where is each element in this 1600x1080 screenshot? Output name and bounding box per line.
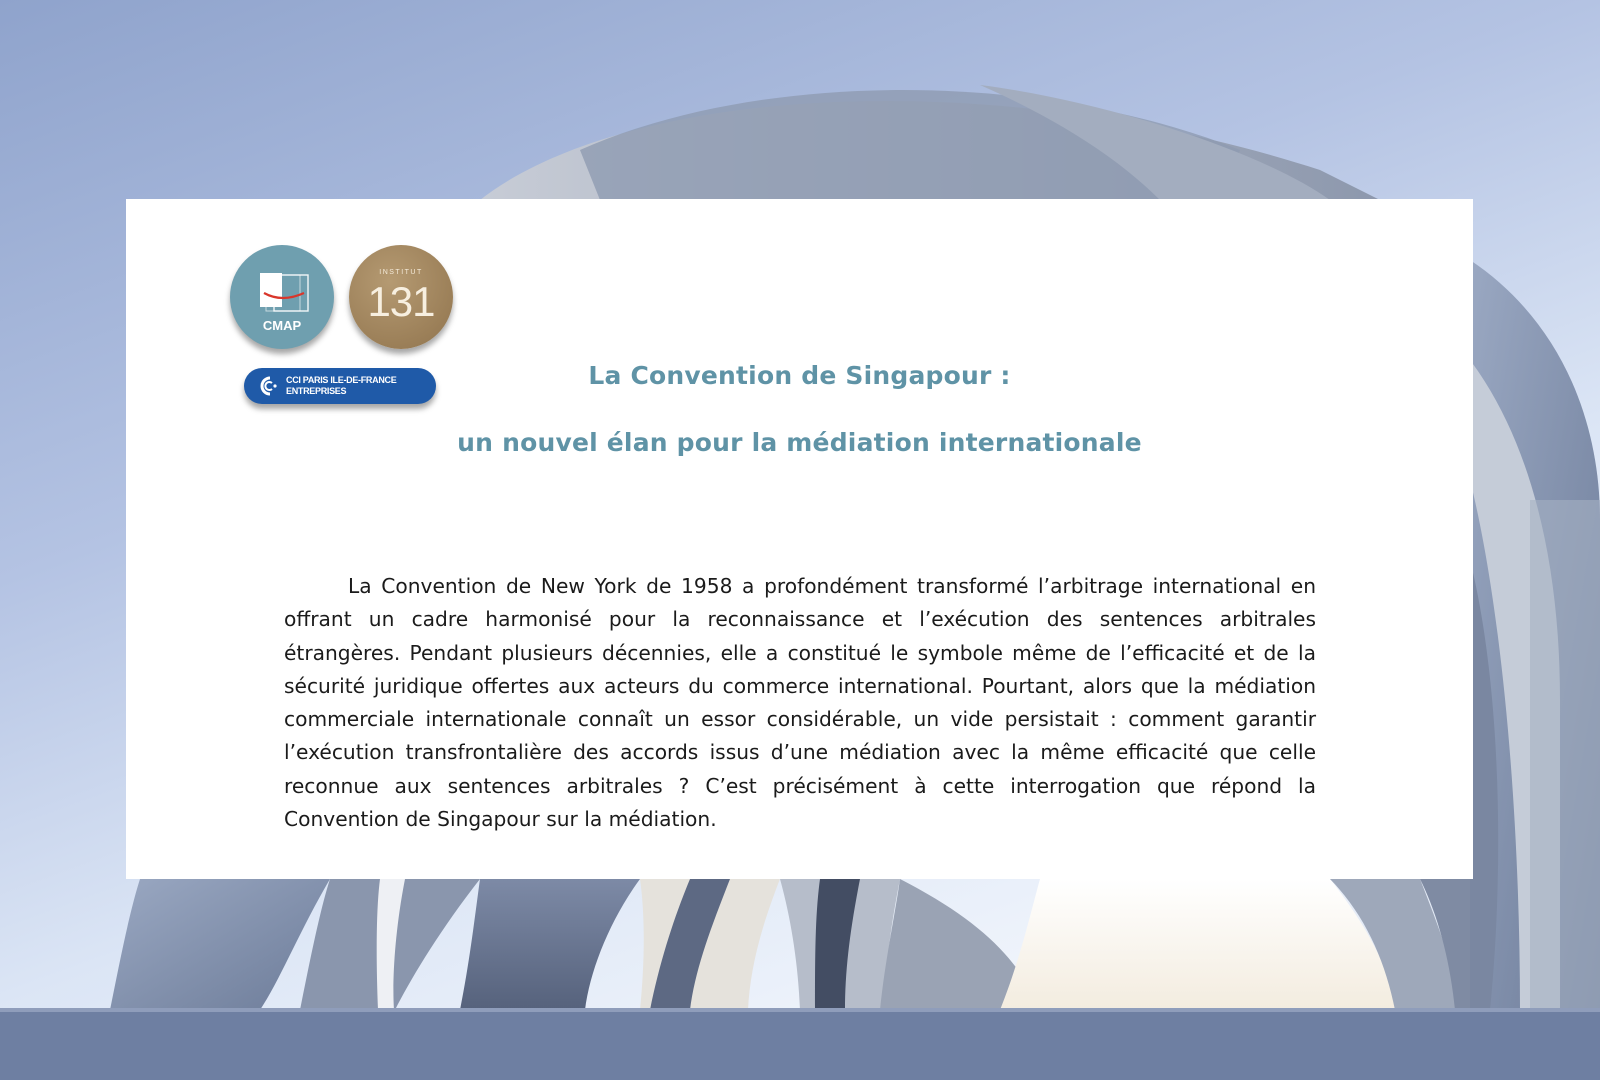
institut-logo-label: INSTITUT	[379, 269, 423, 276]
document-page	[126, 199, 1473, 879]
cmap-logo	[230, 245, 334, 349]
cmap-emblem-icon	[230, 245, 334, 349]
cci-logo-line2: ENTREPRISES	[286, 386, 347, 396]
document-body-paragraph: La Convention de New York de 1958 a profondément transformé l’arbitrage international en offrant un cadre harmonisé pour la reconnaissance et l’exécution des sentences arbitrales étrangères. Pendant plusieurs décennies, elle a constitué le symbole même de l’efficacité et de la sécurité juridique offertes aux acteurs du commerce international. Pourtant, alors que la médiation commerciale internationale connaît un essor considérable, un vide persistait : comment garantir l’exécution transfrontalière des accords issus d’une médiation avec la même efficacité que celle reconnue aux sentences arbitrales ? C’est précisément à cette interrogation que répond la Convention de Singapour sur la médiation.	[284, 574, 1316, 832]
document-subtitle: un nouvel élan pour la médiation internationale	[457, 428, 1142, 457]
cci-logo-line1: CCI PARIS ILE-DE-FRANCE	[286, 375, 397, 385]
cmap-logo-text: CMAP	[262, 318, 302, 333]
institut-logo	[349, 245, 453, 349]
institut-logo-number: 131	[367, 278, 435, 325]
document-title: La Convention de Singapour :	[588, 361, 1011, 390]
